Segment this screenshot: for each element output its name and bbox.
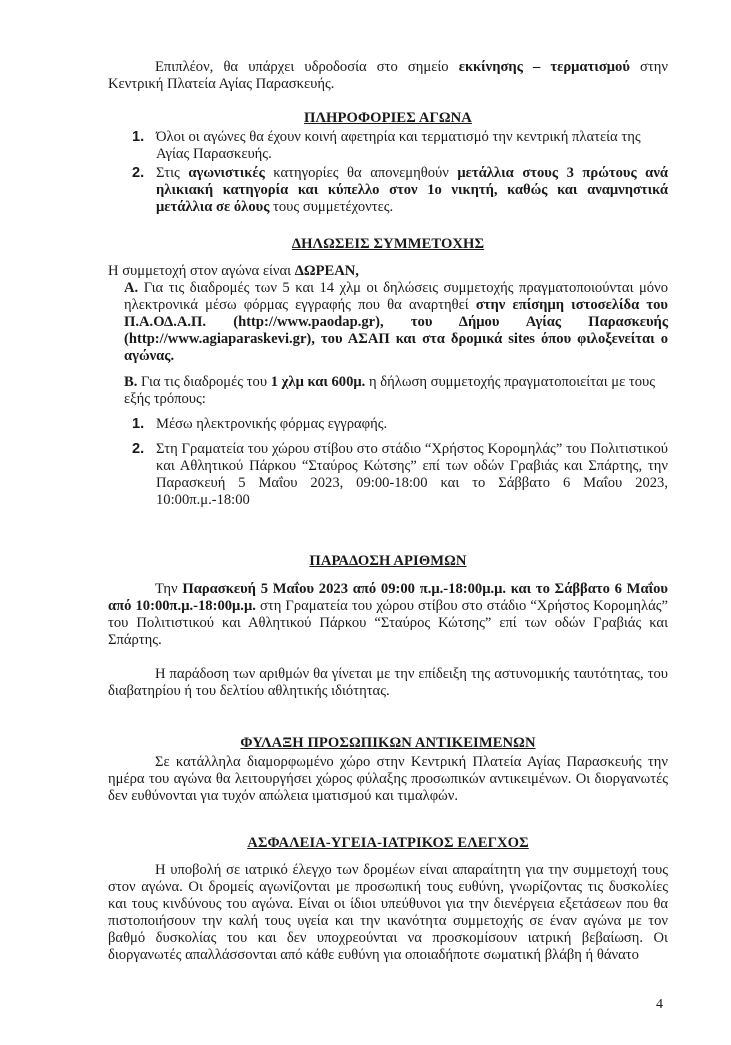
- race-info-item-2: 2. Στις αγωνιστικές κατηγορίες θα απονεμηθούν μετάλλια στους 3 πρώτους ανά ηλικιακή κατηγορία και κύπελλο στον 1ο νικητή, καθώς και αναμνηστικά μετάλλια σε όλους τους συμμετέχοντες.: [132, 165, 668, 215]
- race-info-item-1: 1. Όλοι οι αγώνες θα έχουν κοινή αφετηρία και τερματισμό την κεντρική πλατεία της Αγίας Παρασκευής.: [132, 129, 641, 162]
- safety-paragraph: Η υποβολή σε ιατρικό έλεγχο των δρομέων είναι απαραίτητη για την συμμετοχή τους στον αγώνα. Οι δρομείς αγωνίζονται με προσωπική τους ευθύνη, γνωρίζοντας τις δυσκολίες και τους κινδύνους του αγώνα. Είναι οι ίδιοι υπεύθυνοι για την διενέργεια εξετάσεων που θα πιστοποιήσουν την καλή τους υγεία και την ικανότητα συμμετοχής σε έναν αγώνα με τον βαθμό δυσκολίας του και δεν υποχρεούνται να προσκομίσουν ιατρική βεβαίωση. Οι διοργανωτές απαλλάσσονται από κάθε ευθύνη για οποιαδήποτε σωματική βλάβη ή θάνατο: [108, 862, 668, 963]
- registration-methods-list: [132, 416, 668, 509]
- bib-delivery-heading: ΠΑΡΑΔΟΣΗ ΑΡΙΘΜΩΝ: [309, 553, 467, 569]
- method-item-2: 2. Στη Γραματεία του χώρου στίβου στο στάδιο “Χρήστος Κορομηλάς” του Πολιτιστικού και Αθλητικού Πάρκου “Σταύρος Κώτσης” επί των οδών Γραβιάς και Σπάρτης, την Παρασκευή 5 Μαΐου 2023, 09:00-18:00 και το Σάββατο 6 Μαΐου 2023, 10:00π.μ.-18:00: [132, 441, 668, 508]
- registration-option-a: Α. Για τις διαδρομές των 5 και 14 χλμ οι δηλώσεις συμμετοχής πραγματοποιούνται μόνο ηλεκτρονικά μέσω φόρμας εγγραφής που θα αναρτηθεί στην επίσημη ιστοσελίδα του Π.Α.ΟΔ.Α.Π. (http://www.paodap.gr), του Δήμου Αγίας Παρασκευής (http://www.agiaparaskevi.gr), του ΑΣΑΠ και στα δρομικά sites όπου φιλοξενείται ο αγώνας.: [124, 280, 668, 364]
- race-info-heading: ΠΛΗΡΟΦΟΡΙΕΣ ΑΓΩΝΑ: [304, 110, 472, 126]
- registration-heading: ΔΗΛΩΣΕΙΣ ΣΥΜΜΕΤΟΧΗΣ: [291, 236, 485, 252]
- storage-paragraph: Σε κατάλληλα διαμορφωμένο χώρο στην Κεντρική Πλατεία Αγίας Παρασκευής την ημέρα του αγώνα θα λειτουργήσει χώρος φύλαξης προσωπικών αντικειμένων. Οι διοργανωτές δεν ευθύνονται για τυχόν απώλεια ιματισμού και τιμαλφών.: [108, 754, 668, 804]
- bib-delivery-paragraph-2: Η παράδοση των αριθμών θα γίνεται με την επίδειξη της αστυνομικής ταυτότητας, του διαβατηρίου ή του δελτίου αθλητικής ιδιότητας.: [108, 666, 668, 699]
- list-number: 1.: [132, 129, 145, 145]
- option-a-label: Α.: [124, 280, 139, 296]
- list-number: 2.: [132, 441, 145, 457]
- safety-heading: ΑΣΦΑΛΕΙΑ-ΥΓΕΙΑ-ΙΑΤΡΙΚΟΣ ΕΛΕΓΧΟΣ: [247, 835, 529, 851]
- water-station-paragraph: Επιπλέον, θα υπάρχει υδροδοσία στο σημείο εκκίνησης – τερματισμού στην Κεντρική Πλατεία Αγίας Παρασκευής.: [108, 59, 668, 92]
- option-b-label: Β.: [124, 374, 138, 390]
- race-info-list: [132, 129, 668, 216]
- registration-free-line: Η συμμετοχή στον αγώνα είναι ΔΩΡΕΑΝ,: [108, 263, 359, 279]
- registration-option-b: Β. Για τις διαδρομές του 1 χλμ και 600μ. η δήλωση συμμετοχής πραγματοποιείται με τους εξής τρόπους:: [124, 374, 656, 407]
- method-item-1: 1. Μέσω ηλεκτρονικής φόρμας εγγραφής.: [132, 416, 388, 432]
- page-number: 4: [656, 997, 663, 1012]
- list-number: 1.: [132, 416, 145, 432]
- storage-heading: ΦΥΛΑΞΗ ΠΡΟΣΩΠΙΚΩΝ ΑΝΤΙΚΕΙΜΕΝΩΝ: [240, 735, 536, 751]
- bib-delivery-paragraph-1: Την Παρασκευή 5 Μαΐου 2023 από 09:00 π.μ.-18:00μ.μ. και το Σάββατο 6 Μαΐου από 10:00π.μ.-18:00μ.μ. στη Γραματεία του χώρου στίβου στο στάδιο “Χρήστος Κορομηλάς” του Πολιτιστικού και Αθλητικού Πάρκου “Σταύρος Κώτσης” επί των οδών Γραβιάς και Σπάρτης.: [108, 581, 668, 648]
- start-finish-bold: εκκίνησης – τερματισμού: [458, 59, 630, 75]
- list-number: 2.: [132, 165, 145, 181]
